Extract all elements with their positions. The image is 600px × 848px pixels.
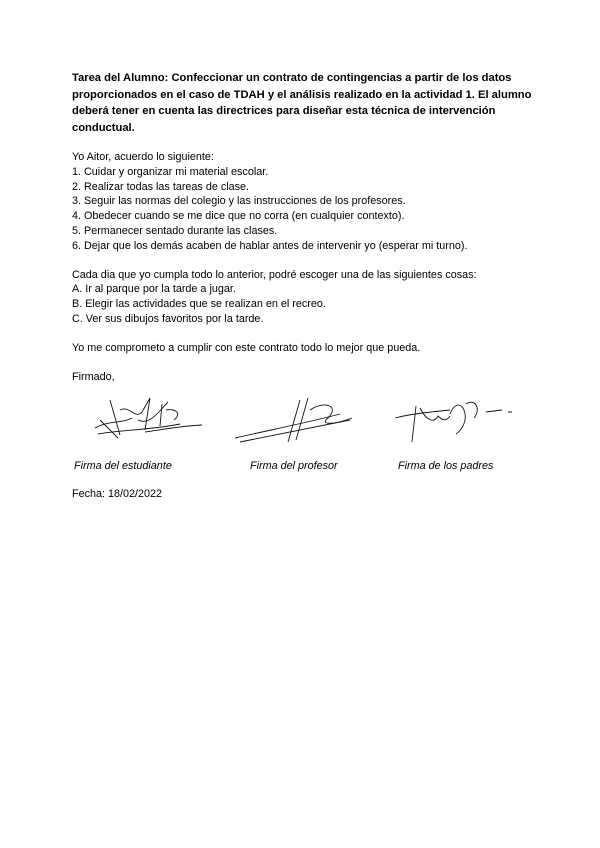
- reward-item: A. Ir al parque por la tarde a jugar.: [72, 283, 236, 296]
- commitment-item: 4. Obedecer cuando se me dice que no corra (en cualquier contexto).: [72, 210, 405, 223]
- promise-text: Yo me comprometo a cumplir con este contrato todo lo mejor que pueda.: [72, 341, 421, 354]
- parents-signature-caption: Firma de los padres: [398, 460, 494, 472]
- student-signature-image: [90, 390, 210, 450]
- signature-row: [72, 390, 532, 470]
- signature-captions: [72, 460, 532, 476]
- teacher-signature-image: [230, 390, 370, 450]
- commitment-item: 6. Dejar que los demás acaben de hablar antes de intervenir yo (esperar mi turno).: [72, 239, 468, 252]
- commitment-item: 5. Permanecer sentado durante las clases.: [72, 224, 278, 237]
- parents-signature-image: [390, 390, 520, 450]
- reward-item: C. Ver sus dibujos favoritos por la tarde.: [72, 312, 264, 325]
- contract-document: [72, 70, 532, 500]
- commitment-item: 2. Realizar todas las tareas de clase.: [72, 180, 250, 193]
- commitment-item: 3. Seguir las normas del colegio y las instrucciones de los profesores.: [72, 195, 406, 208]
- contract-intro: Yo Aitor, acuerdo lo siguiente:: [72, 151, 214, 163]
- student-signature-caption: Firma del estudiante: [74, 460, 172, 472]
- teacher-signature-caption: Firma del profesor: [250, 460, 338, 472]
- reward-item: B. Elegir las actividades que se realizan en el recreo.: [72, 298, 326, 311]
- signed-label: Firmado,: [72, 370, 115, 383]
- task-statement: Tarea del Alumno: Confeccionar un contrato de contingencias a partir de los datos proporcionados en el caso de TDAH y el análisis realizado en la actividad 1. El alumno deberá tener en cuenta las directrices para diseñar esta técnica de intervención conductual.: [72, 72, 532, 134]
- reward-intro: Cada dia que yo cumpla todo lo anterior, podré escoger una de las siguientes cosas:: [72, 268, 477, 281]
- commitment-item: 1. Cuidar y organizar mi material escolar.: [72, 165, 269, 178]
- contract-date: Fecha: 18/02/2022: [72, 488, 163, 500]
